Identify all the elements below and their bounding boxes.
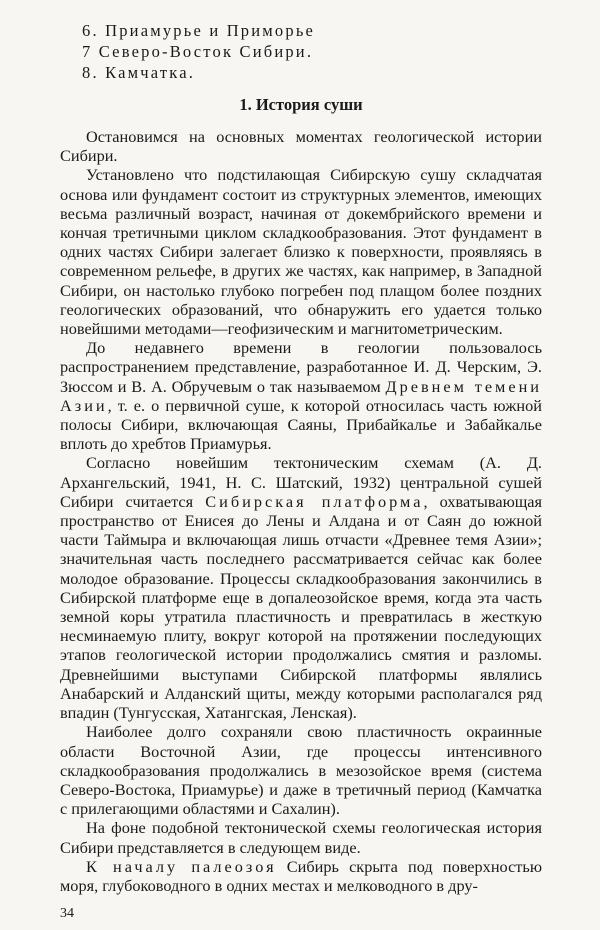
paragraph-text: Сибирь скрыта под поверхностью моря, глубоководного в одних местах и мелководного в дру-: [60, 856, 543, 895]
paragraph: [60, 818, 542, 856]
paragraph-text: Установлено что подстилающая Сибирскую сушу складчатая основа или фундамент состоит из структурных элементов, имеющих весьма различный возраст, начиная от докембрийского времени и кончая третичными циклом складкообразования. Этот фундамент в одних частях Сибири залегает близко к поверхности, проявляясь в современном рельефе, в других же частях, как например, в Западной Сибири, он настолько глубоко погребен под плащом более поздних геологических образований, что обнаружить его удается только новейшими методами—геофизическим и магнитометрическим.: [60, 165, 542, 339]
paragraph-text: Наиболее долго сохраняли свою пластичность окраинные области Восточной Азии, где процессы интенсивного складкообразования продолжались в мезозойское время (система Северо-Востока, Приамурье) и даже в третичный период (Камчатка с прилегающими областями и Сахалин).: [60, 722, 542, 819]
paragraph: [60, 722, 542, 818]
paragraph-text: , охватывающая пространство от Енисея до Лены и Алдана и от Саян до южной части Таймыра и включающая лишь отчасти «Древнее темя Азии»; значительная часть последнего рассматривается сейчас как более молодое образование. Процессы складкообразования закончились в Сибирской платформе еще в допалеозойское время, когда эта часть земной коры утратила пластичность и превратилась в жесткую несминаемую плиту, вокруг которой на протяжении последующих этапов геологической истории продолжались смятия и разломы. Древнейшими выступами Сибирской платформы являлись Анабарский и Алданский щиты, между которыми располагался ряд впадин (Тунгусская, Хатангская, Ленская).: [60, 491, 542, 723]
section-title: 1. История суши: [239, 95, 363, 114]
paragraph: [60, 338, 542, 453]
paragraph: [60, 857, 542, 895]
toc-item: 7 Северо-Восток Сибири.: [82, 42, 314, 61]
paragraph-text: Согласно новейшим тектоническим схемам (А. Д. Архангельский, 1941, Н. С. Шатский, 1932) центральной сушей Сибири считается: [60, 453, 542, 511]
paragraph: [60, 453, 542, 722]
page-number: 34: [60, 906, 74, 921]
emphasized-term: Древнем темени Азии: [60, 376, 542, 415]
toc-item: 8. Камчатка.: [82, 63, 196, 82]
paragraph: [60, 127, 542, 165]
table-of-contents: [82, 20, 542, 83]
toc-item: 6. Приамурье и Приморье: [82, 21, 316, 40]
paragraph: [60, 165, 542, 338]
emphasized-term: К началу палеозоя: [86, 856, 277, 876]
paragraph-text: Остановимся на основных моментах геологической истории Сибири.: [60, 127, 542, 166]
paragraph-text: До недавнего времени в геологии пользовалось распространением представление, разработанное И. Д. Черским, Э. Зюссом и В. А. Обручевым о так называемом: [60, 338, 542, 396]
paragraph-text: На фоне подобной тектонической схемы геологическая история Сибири представляется в следующем виде.: [60, 818, 542, 857]
paragraph-text: , т. е. о первичной суше, к которой относилась часть южной полосы Сибири, включающая Саяны, Прибайкалье и Забайкалье вплоть до хребтов Приамурья.: [60, 395, 542, 454]
emphasized-term: Сибирская платформа: [205, 491, 424, 511]
